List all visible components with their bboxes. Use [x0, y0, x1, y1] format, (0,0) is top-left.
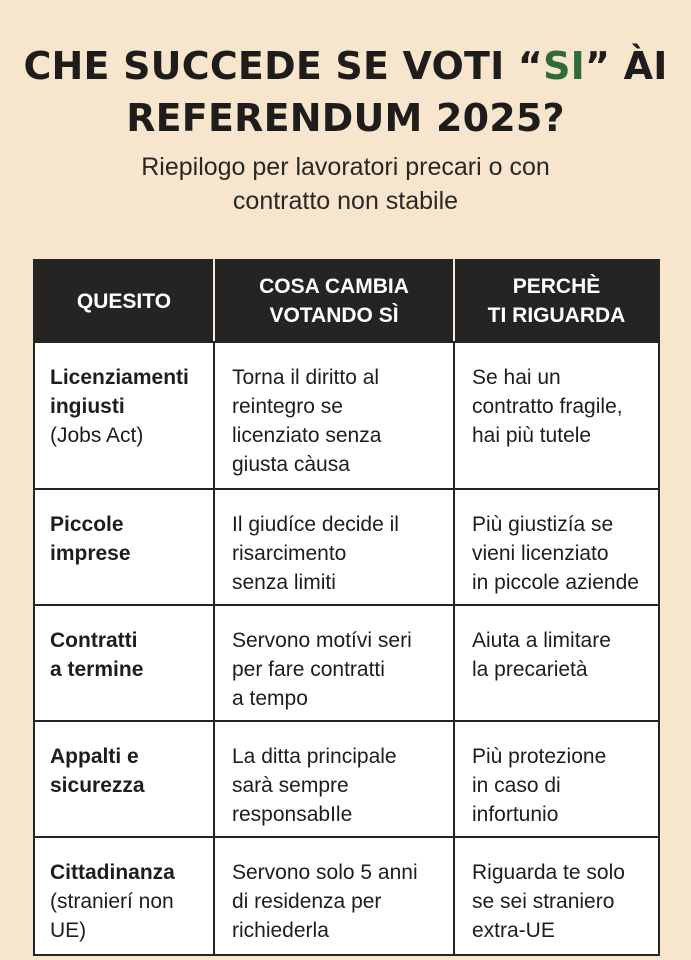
header-cosa-cambia-line-1: COSA CAMBIA — [259, 275, 409, 298]
quesito-line: Appalti e — [50, 745, 139, 768]
cosa-cambia-cell — [214, 342, 454, 489]
quesito-line: Contratti — [50, 629, 138, 652]
quesito-line: Cittadinanza — [50, 861, 175, 884]
quesito-line: a termine — [50, 658, 144, 681]
cell-line: contratto fragile, — [472, 395, 623, 418]
title-line-2: REFERENDUM 2025? — [126, 96, 565, 140]
subtitle-line-2: contratto non stabile — [232, 187, 459, 215]
title-line-1 — [0, 40, 691, 92]
header-cosa-cambia-line-2: VOTANDO SÌ — [269, 304, 399, 327]
cell-line: se sei straniero — [472, 890, 615, 913]
summary-table — [33, 259, 660, 956]
quesito-line: Piccole — [50, 513, 124, 536]
cell-line: Torna il diritto al — [232, 366, 380, 389]
quesito-line: Licenziamenti — [50, 366, 189, 389]
table-header-row — [34, 260, 659, 342]
cell-line: per fare contratti — [232, 658, 385, 681]
cell-line: Più giustizía se — [472, 513, 614, 536]
cell-line: licenziato senza — [232, 424, 382, 447]
quesito-note: (stranierí non UE) — [50, 890, 174, 942]
table-row — [34, 489, 659, 605]
perche-cell — [454, 605, 659, 721]
cell-line: La ditta principale — [232, 745, 397, 768]
cell-line: extra-UE — [472, 919, 555, 942]
quesito-line: ingiusti — [50, 395, 125, 418]
cell-line: richiederla — [232, 919, 329, 942]
title-line-1-end: ” ÀI — [585, 44, 668, 88]
cell-line: Aiuta a limitare — [472, 629, 611, 652]
quesito-cell — [34, 837, 214, 955]
page-subtitle — [0, 150, 691, 218]
title-line-1-start: CHE SUCCEDE SE VOTI “ — [23, 44, 544, 88]
cell-line: hai più tutele — [472, 424, 592, 447]
cell-line: in caso di — [472, 774, 561, 797]
header-perche-line-1: PERCHÈ — [512, 275, 601, 298]
perche-cell — [454, 342, 659, 489]
subtitle-line-1: Riepilogo per lavoratori precari o con — [141, 153, 550, 181]
quesito-line: imprese — [50, 542, 131, 565]
cell-line: Servono motívi seri — [232, 629, 412, 652]
cell-line: reintegro se — [232, 395, 343, 418]
cell-line: giusta càusa — [232, 453, 350, 476]
cosa-cambia-cell — [214, 605, 454, 721]
quesito-cell — [34, 489, 214, 605]
cell-line: Il giudíce decide il — [232, 513, 399, 536]
perche-cell — [454, 837, 659, 955]
table-row — [34, 342, 659, 489]
table-row — [34, 837, 659, 955]
quesito-cell — [34, 605, 214, 721]
cell-line: in piccole aziende — [472, 571, 639, 594]
header-cosa-cambia — [214, 260, 454, 342]
cell-line: responsabIle — [232, 803, 353, 826]
header-quesito-line: QUESITO — [76, 289, 172, 313]
cell-line: risarcimento — [232, 542, 347, 565]
cell-line: senza limiti — [232, 571, 336, 594]
cell-line: Riguarda te solo — [472, 861, 625, 884]
title-accent-si: SI — [543, 44, 585, 88]
cell-line: Se hai un — [472, 366, 561, 389]
cell-line: infortunio — [472, 803, 559, 826]
header-quesito — [34, 260, 214, 342]
perche-cell — [454, 489, 659, 605]
quesito-line: sicurezza — [50, 774, 145, 797]
cosa-cambia-cell — [214, 837, 454, 955]
header-perche — [454, 260, 659, 342]
header-perche-line-2: TI RIGUARDA — [487, 304, 626, 327]
cosa-cambia-cell — [214, 489, 454, 605]
quesito-cell — [34, 721, 214, 837]
cell-line: sarà sempre — [232, 774, 349, 797]
cosa-cambia-cell — [214, 721, 454, 837]
cell-line: la precarietà — [472, 658, 588, 681]
cell-line: Più protezione — [472, 745, 607, 768]
perche-cell — [454, 721, 659, 837]
quesito-cell — [34, 342, 214, 489]
cell-line: Servono solo 5 anni — [232, 861, 418, 884]
table-row — [34, 605, 659, 721]
cell-line: a tempo — [232, 687, 308, 710]
page-title — [0, 40, 691, 144]
cell-line: di residenza per — [232, 890, 382, 913]
cell-line: vieni licenziato — [472, 542, 609, 565]
quesito-note: (Jobs Act) — [50, 424, 144, 447]
table-row — [34, 721, 659, 837]
